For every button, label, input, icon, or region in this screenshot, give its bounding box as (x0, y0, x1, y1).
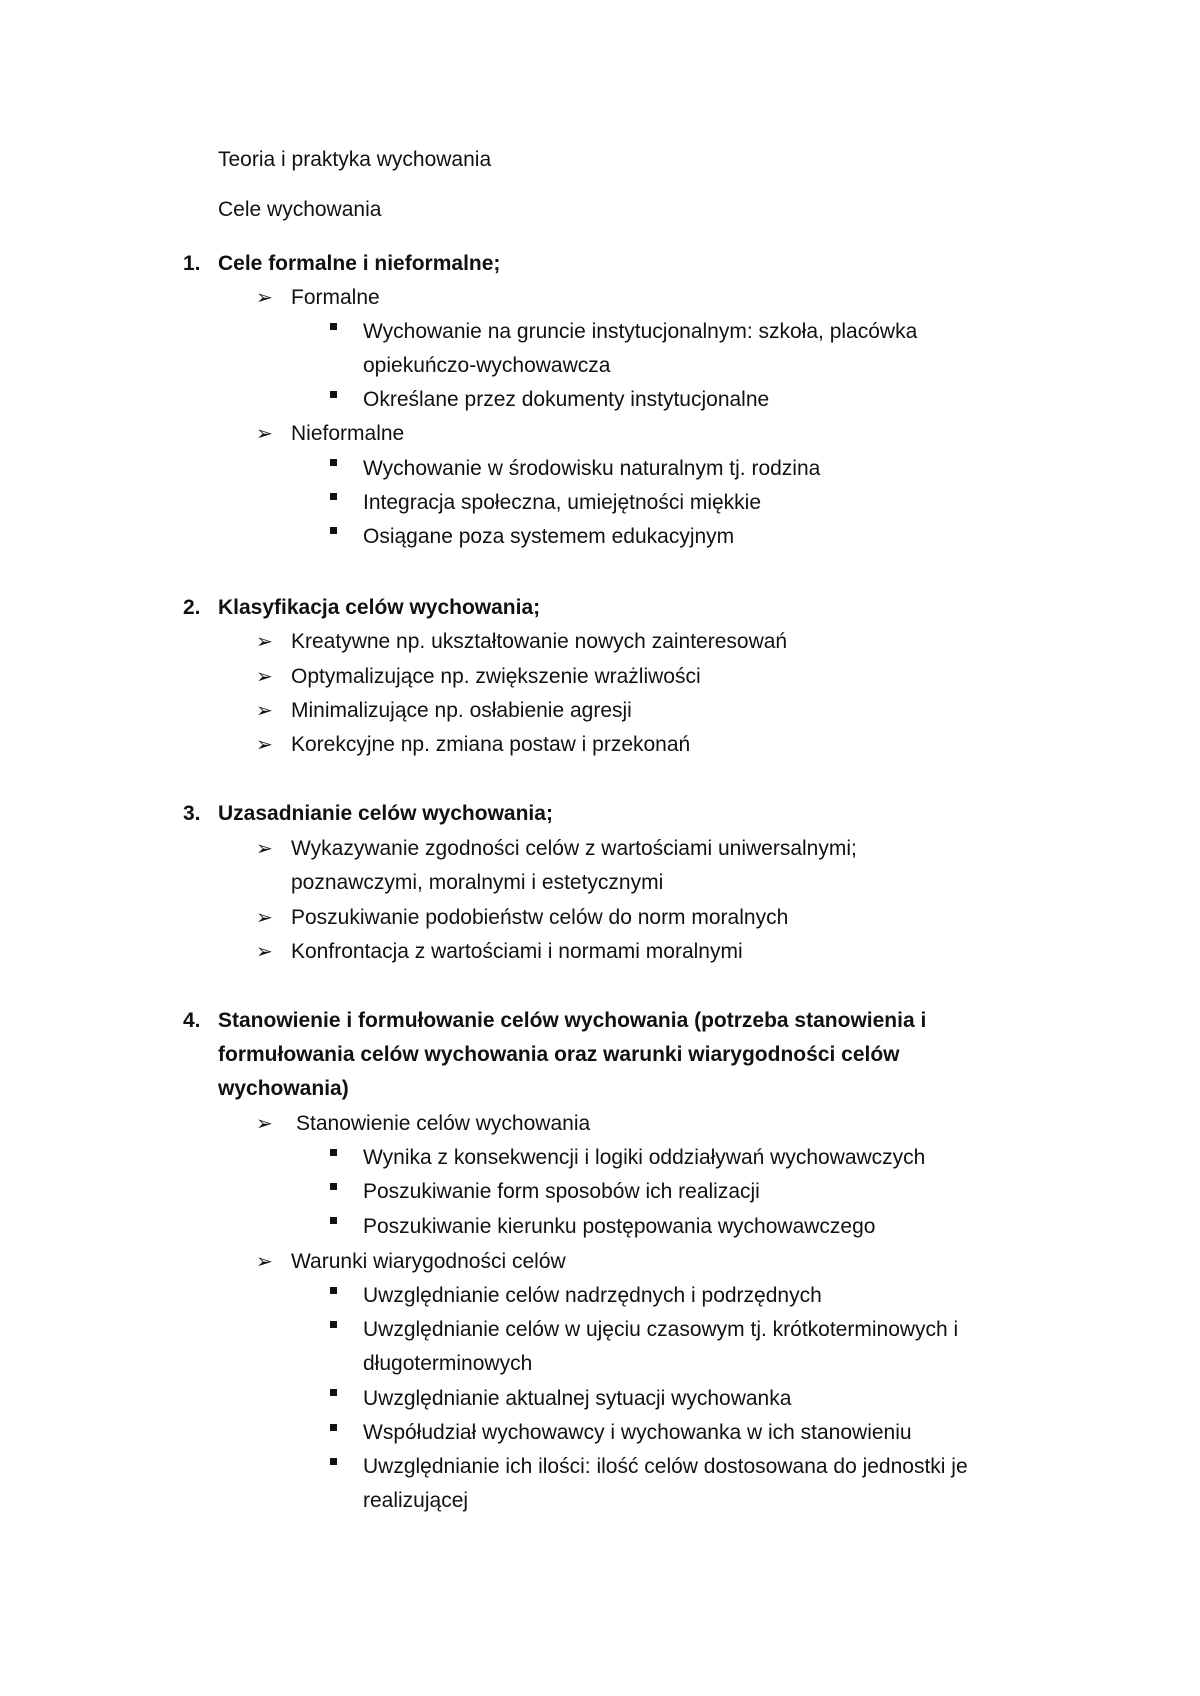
list-item: Minimalizujące np. osłabienie agresji (291, 699, 632, 722)
arrow-bullet-icon: ➢ (256, 631, 273, 653)
list-item: Poszukiwanie podobieństw celów do norm moralnych (291, 906, 789, 929)
sub-list-item-continuation: długoterminowych (363, 1352, 533, 1375)
list-item: Formalne (291, 286, 380, 309)
square-bullet-icon (330, 1149, 337, 1156)
list-item: Kreatywne np. ukształtowanie nowych zainteresowań (291, 630, 788, 653)
square-bullet-icon (330, 1183, 337, 1190)
arrow-bullet-icon: ➢ (256, 941, 273, 963)
arrow-bullet-icon: ➢ (256, 1113, 273, 1135)
list-item: Stanowienie celów wychowania (296, 1112, 591, 1135)
section-heading-continuation: wychowania) (218, 1077, 349, 1100)
sub-list-item: Określane przez dokumenty instytucjonalne (363, 388, 770, 411)
sub-list-item: Poszukiwanie form sposobów ich realizacji (363, 1180, 760, 1203)
section-heading: Klasyfikacja celów wychowania; (218, 596, 541, 619)
section-heading: Cele formalne i nieformalne; (218, 252, 501, 275)
sub-list-item: Wynika z konsekwencji i logiki oddziaływań wychowawczych (363, 1146, 926, 1169)
sub-list-item: Osiągane poza systemem edukacyjnym (363, 525, 735, 548)
section-number: 4. (183, 1009, 201, 1032)
sub-list-item: Uwzględnianie celów w ujęciu czasowym tj. krótkoterminowych i (363, 1318, 959, 1341)
list-item-continuation: poznawczymi, moralnymi i estetycznymi (291, 871, 664, 894)
list-item: Nieformalne (291, 422, 405, 445)
sub-list-item: Uwzględnianie aktualnej sytuacji wychowanka (363, 1387, 792, 1410)
sub-list-item: Uwzględnianie celów nadrzędnych i podrzędnych (363, 1284, 822, 1307)
arrow-bullet-icon: ➢ (256, 700, 273, 722)
sub-list-item: Współudział wychowawcy i wychowanka w ich stanowieniu (363, 1421, 912, 1444)
sub-list-item: Wychowanie w środowisku naturalnym tj. rodzina (363, 457, 821, 480)
list-item: Konfrontacja z wartościami i normami moralnymi (291, 940, 743, 963)
document-subtitle: Cele wychowania (218, 198, 382, 221)
list-item: Warunki wiarygodności celów (291, 1250, 566, 1273)
sub-list-item: Integracja społeczna, umiejętności miękkie (363, 491, 762, 514)
arrow-bullet-icon: ➢ (256, 1251, 273, 1273)
document-title: Teoria i praktyka wychowania (218, 148, 492, 171)
arrow-bullet-icon: ➢ (256, 666, 273, 688)
list-item: Optymalizujące np. zwiększenie wrażliwości (291, 665, 701, 688)
section-heading: Stanowienie i formułowanie celów wychowania (potrzeba stanowienia i (218, 1009, 927, 1032)
square-bullet-icon (330, 527, 337, 534)
square-bullet-icon (330, 391, 337, 398)
arrow-bullet-icon: ➢ (256, 734, 273, 756)
section-heading-continuation: formułowania celów wychowania oraz warunki wiarygodności celów (218, 1043, 900, 1066)
section-number: 2. (183, 596, 201, 619)
section-number: 1. (183, 252, 201, 275)
list-item: Wykazywanie zgodności celów z wartościami uniwersalnymi; (291, 837, 857, 860)
sub-list-item-continuation: opiekuńczo-wychowawcza (363, 354, 611, 377)
arrow-bullet-icon: ➢ (256, 423, 273, 445)
sub-list-item-continuation: realizującej (363, 1489, 469, 1512)
sub-list-item: Wychowanie na gruncie instytucjonalnym: szkoła, placówka (363, 320, 918, 343)
square-bullet-icon (330, 1321, 337, 1328)
square-bullet-icon (330, 1458, 337, 1465)
square-bullet-icon (330, 493, 337, 500)
square-bullet-icon (330, 1424, 337, 1431)
square-bullet-icon (330, 1287, 337, 1294)
square-bullet-icon (330, 323, 337, 330)
square-bullet-icon (330, 1389, 337, 1396)
sub-list-item: Poszukiwanie kierunku postępowania wychowawczego (363, 1215, 876, 1238)
arrow-bullet-icon: ➢ (256, 838, 273, 860)
section-heading: Uzasadnianie celów wychowania; (218, 802, 553, 825)
arrow-bullet-icon: ➢ (256, 287, 273, 309)
list-item: Korekcyjne np. zmiana postaw i przekonań (291, 733, 691, 756)
square-bullet-icon (330, 1217, 337, 1224)
sub-list-item: Uwzględnianie ich ilości: ilość celów dostosowana do jednostki je (363, 1455, 968, 1478)
arrow-bullet-icon: ➢ (256, 907, 273, 929)
section-number: 3. (183, 802, 201, 825)
square-bullet-icon (330, 459, 337, 466)
